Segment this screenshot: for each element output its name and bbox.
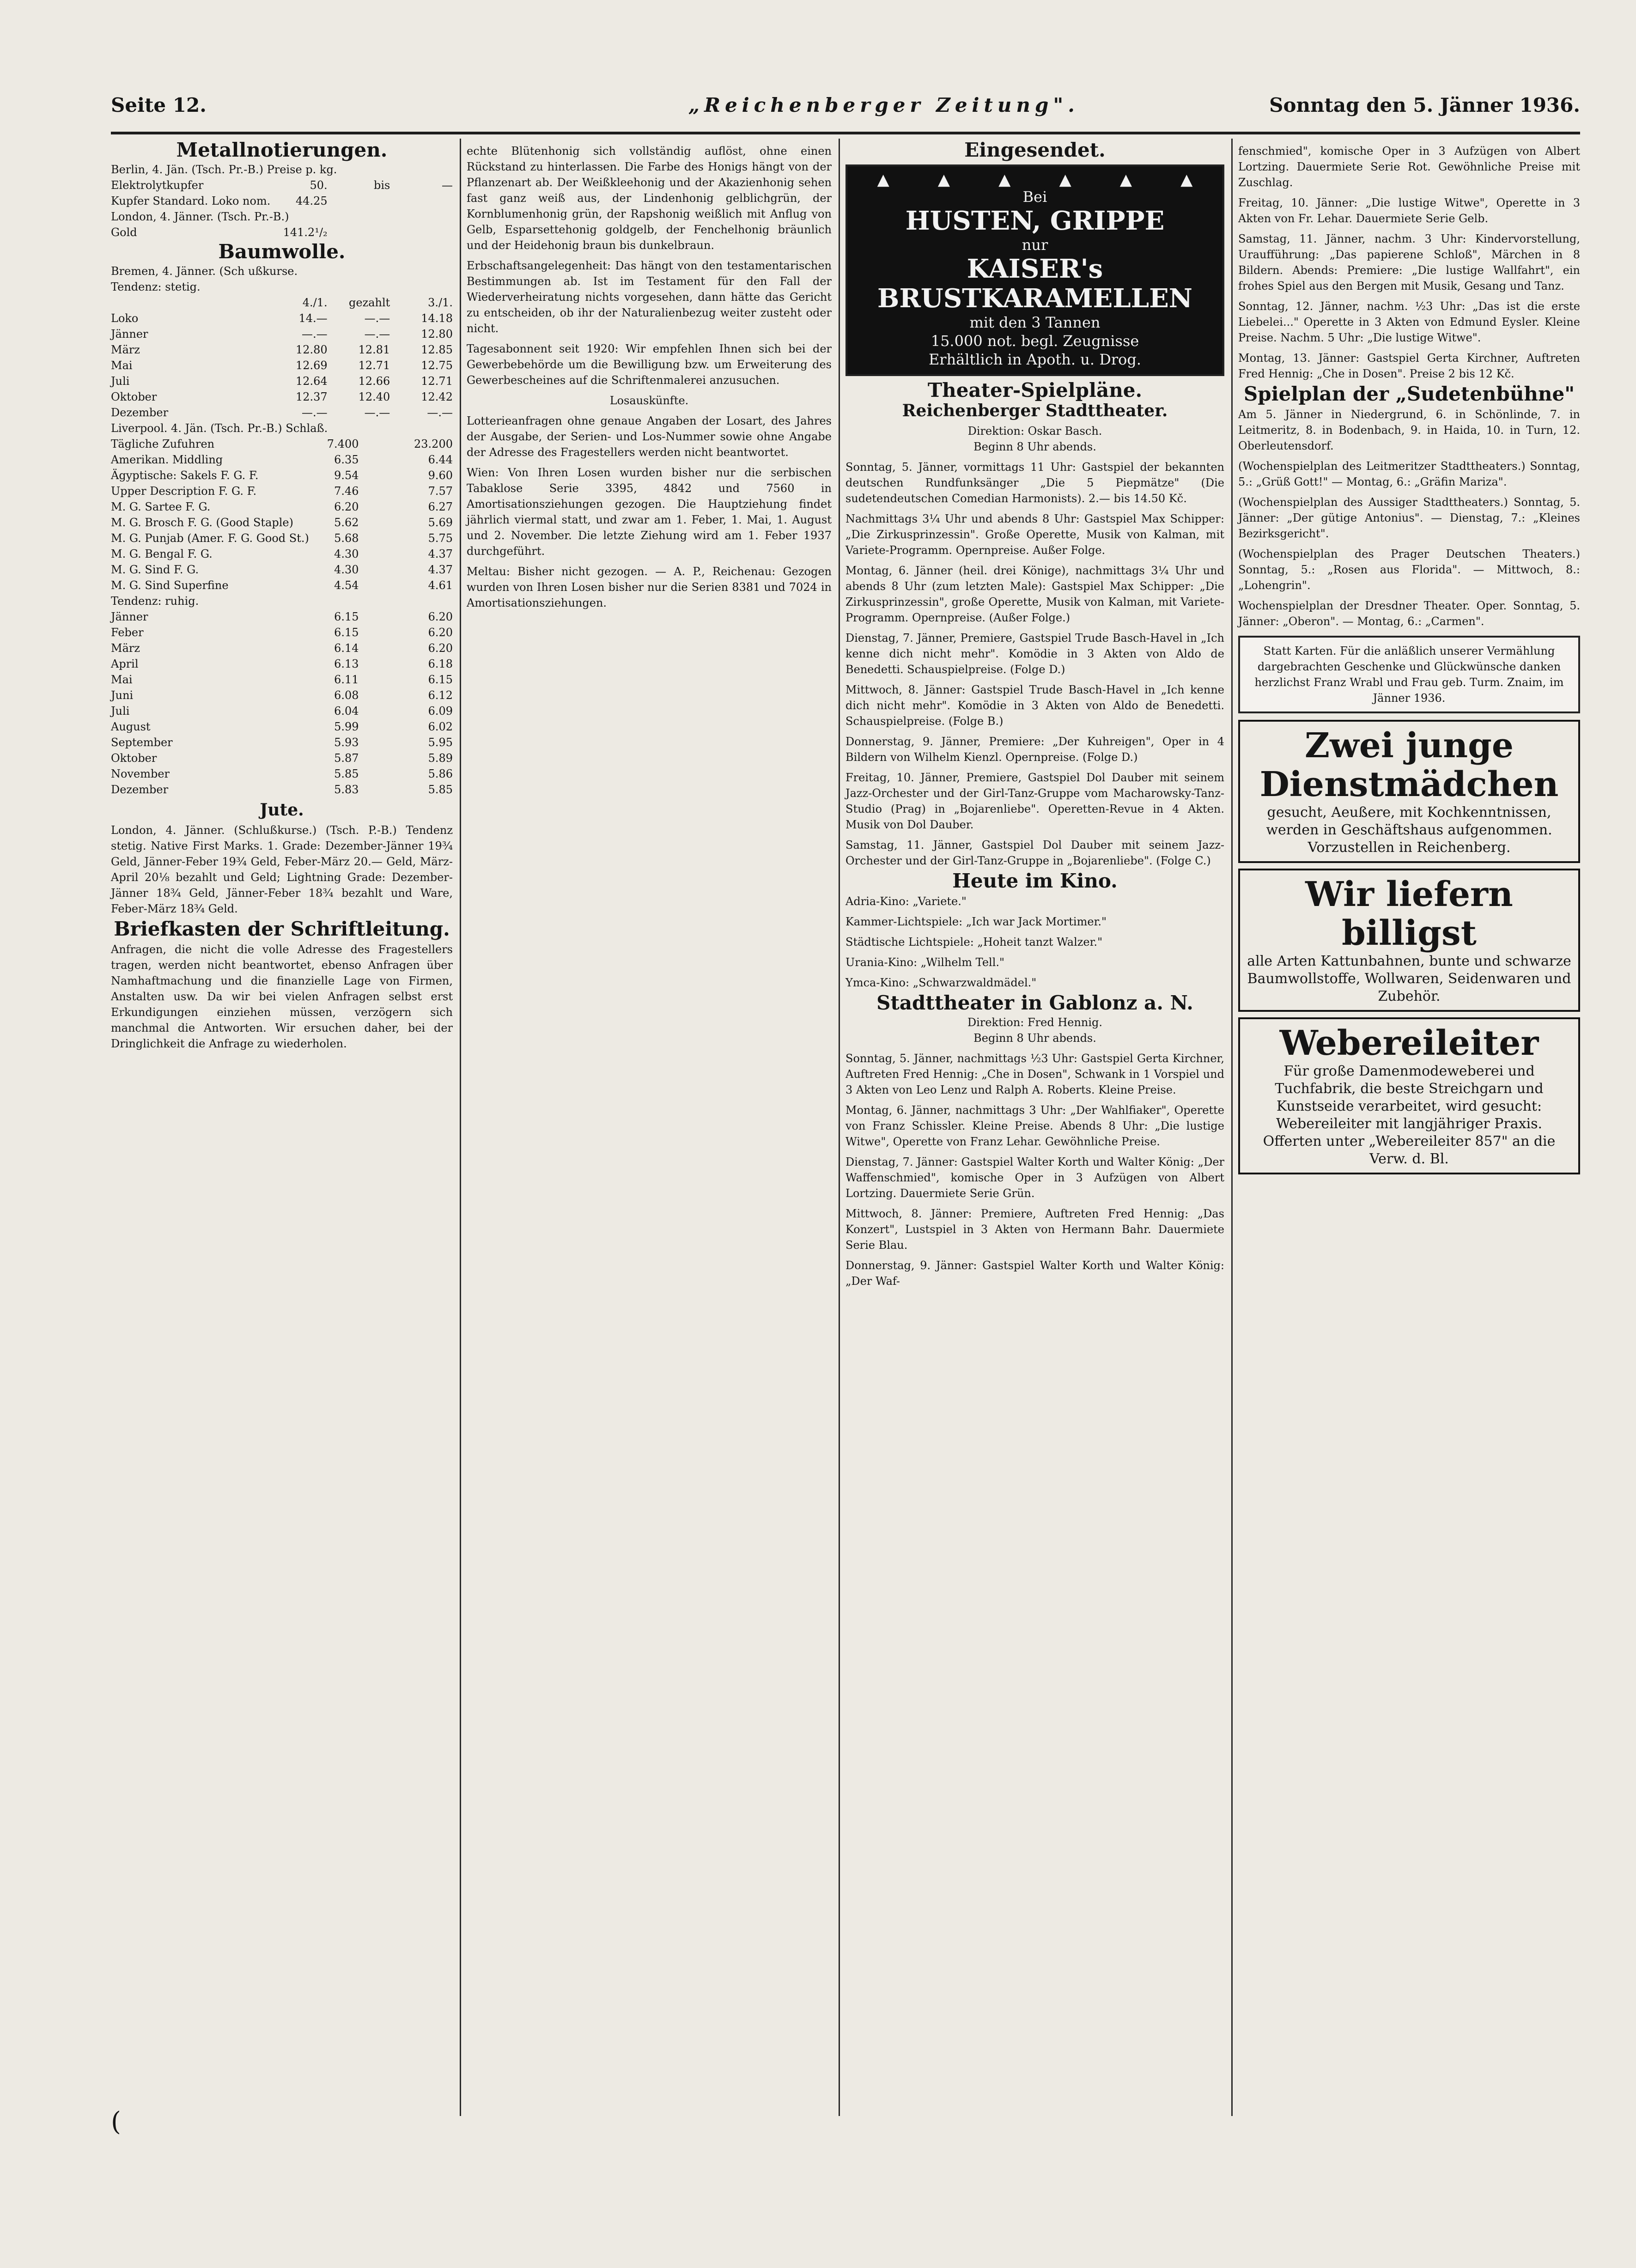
article-paragraph: Erbschaftsangelegenheit: Das hängt von den testamentarischen Bestimmungen ab. Ist im Testament für den Fall der Wiederverheiratung nichts vorgesehen, dann hätte das Gericht zu entscheiden, ob ihr der Naturalienbezug weiter zusteht oder nicht.: [467, 259, 832, 335]
article-paragraph: Lotterieanfragen ohne genaue Angaben der Losart, des Jahres der Ausgabe, der Serien- und Los-Nummer sowie ohne Angabe der Adresse des Fragestellers werden nicht beantwortet.: [467, 414, 832, 459]
cinema-entry: Ymca-Kino: „Schwarzwaldmädel.": [845, 976, 1037, 989]
quote-value: 6.08: [334, 689, 359, 702]
quote-label: Ägyptische: Sakels F. G. F.: [111, 469, 259, 482]
quote-value: 5.75: [428, 532, 453, 545]
bremen-heading: Bremen, 4. Jänner. (Sch ußkurse.: [111, 265, 298, 278]
article-paragraph: Meltau: Bisher nicht gezogen. — A. P., Reichenau: Gezogen wurden von Ihren Losen bisher nur die Serien 8381 und 7024 in Amortisationsziehungen.: [467, 565, 832, 609]
gablonz-direction: Direktion: Fred Hennig.: [967, 1016, 1103, 1029]
schedule-entry: fenschmied", komische Oper in 3 Aufzügen von Albert Lortzing. Dauermiete Serie Rot. Gewöhnliche Preise mit Zuschlag.: [1238, 145, 1580, 189]
gablonz-schedule: [845, 1051, 1224, 1289]
quote-label: [111, 295, 265, 310]
ad-line: 15.000 not. begl. Zeugnisse: [931, 332, 1139, 350]
letterbox-title: Briefkasten der Schriftleitung.: [114, 918, 450, 940]
quote-value: 6.11: [334, 673, 359, 686]
quote-value: 6.12: [428, 689, 453, 702]
liverpool-row: [111, 562, 453, 578]
schedule-entry: Montag, 6. Jänner (heil. drei Könige), nachmittags 3¼ Uhr und abends 8 Uhr (zum letzten Male): Gastspiel Max Schipper: „Die Zirkusprinzessin", große Operette, Musik von Kalman, mit Variete-Programm. Opernpreise. (Außer Folge.): [845, 564, 1224, 624]
cotton-row: [111, 358, 453, 373]
ad-title: Webereileiter: [1279, 1023, 1539, 1063]
ad-line: Erhältlich in Apoth. u. Drog.: [928, 351, 1142, 368]
gablonz-title: Stadttheater in Gablonz a. N.: [876, 991, 1193, 1014]
tendency-text: Tendenz: stetig.: [111, 280, 201, 293]
cinema-title: Heute im Kino.: [952, 870, 1118, 892]
quote-label: März: [111, 343, 140, 356]
quote-value: 5.95: [428, 736, 453, 749]
schedule-entry: Dienstag, 7. Jänner, Premiere, Gastspiel Trude Basch-Havel in „Ich kenne dich nicht mehr". Komödie in 3 Akten von Aldo de Benedetti. Schauspielpreise. (Folge D.): [845, 632, 1224, 676]
ad-line: KAISER's BRUSTKARAMELLEN: [877, 254, 1192, 314]
quote-value: bis: [373, 179, 390, 192]
quote-value: 12.81: [358, 343, 390, 356]
quote-value: [391, 225, 453, 240]
quote-value: 5.62: [334, 516, 359, 529]
schedule-entry: Donnerstag, 9. Jänner, Premiere: „Der Kuhreigen", Oper in 4 Bildern von Wilhelm Kienzl. Opernpreise. (Folge D.): [845, 735, 1224, 764]
quote-value: 4./1.: [302, 296, 328, 309]
quote-value: 5.68: [334, 532, 359, 545]
issue-date: Sonntag den 5. Jänner 1936.: [1269, 94, 1580, 116]
quote-value: 5.89: [428, 752, 453, 765]
monthly-row: [111, 766, 453, 782]
quote-label: Mai: [111, 673, 133, 686]
column-theatre: [845, 139, 1224, 2116]
schedule-entry: Montag, 13. Jänner: Gastspiel Gerta Kirchner, Auftreten Fred Hennig: „Che in Dosen". Preise 2 bis 12 Kč.: [1238, 352, 1580, 380]
quote-value: 6.09: [428, 705, 453, 717]
quote-label: November: [111, 767, 170, 780]
thanks-notice: Statt Karten. Für die anläßlich unserer Vermählung dargebrachten Geschenke und Glückwünsche danken herzlichst Franz Wrabl und Frau geb. Turm. Znaim, im Jänner 1936.: [1238, 636, 1580, 713]
quote-value: 6.13: [334, 657, 359, 670]
quote-value: 6.15: [428, 673, 453, 686]
article-paragraph: Tagesabonnent seit 1920: Wir empfehlen Ihnen sich bei der Gewerbebehörde um die Bewilligung bzw. um Erweiterung des Gewerbescheines auf die Schriftenmalerei anzusuchen.: [467, 342, 832, 387]
quote-label: Upper Description F. G. F.: [111, 485, 257, 498]
schedule-entry: Nachmittags 3¼ Uhr und abends 8 Uhr: Gastspiel Max Schipper: „Die Zirkusprinzessin". Große Operette, Musik von Kalman, mit Variete-Programm. Opernpreise. Außer Folge.: [845, 512, 1224, 557]
quote-label: London, 4. Jänner. (Tsch. Pr.-B.): [111, 210, 289, 223]
cinema-entry: Urania-Kino: „Wilhelm Tell.": [845, 956, 1005, 969]
sudeten-title: Spielplan der „Sudetenbühne": [1243, 383, 1575, 405]
jute-title: Jute.: [260, 800, 304, 820]
quote-value: [328, 209, 390, 225]
quote-value: 6.04: [334, 705, 359, 717]
quote-value: [391, 209, 453, 225]
liverpool-row: [111, 436, 453, 452]
jute-text: London, 4. Jänner. (Schlußkurse.) (Tsch. P.-B.) Tendenz stetig. Native First Marks. 1. Grade: Dezember-Jänner 19¾ Geld, Jänner-Feber 19¾ Geld, Feber-März 20.— Geld, März-April 20⅛ bezahlt und Geld; Lightning Grade: Dezember-Jänner 18¾ Geld, Jänner-Feber 18¾ bezahlt und Ware, Feber-März 18¾ Geld.: [111, 824, 453, 915]
theatre-begin: Beginn 8 Uhr abends.: [973, 440, 1096, 453]
liverpool-row: [111, 499, 453, 515]
monthly-row: [111, 719, 453, 735]
quote-value: 6.27: [428, 500, 453, 513]
metal-quote-row: [111, 225, 453, 240]
quote-value: 5.85: [334, 767, 359, 780]
column-divider: [460, 139, 461, 2116]
quote-value: —: [441, 179, 453, 192]
cotton-row: [111, 310, 453, 326]
cinema-entry: Städtische Lichtspiele: „Hoheit tanzt Walzer.": [845, 936, 1103, 949]
cotton-row: [111, 326, 453, 342]
header-rule: [111, 132, 1580, 134]
newspaper-title: „Reichenberger Zeitung".: [688, 94, 1079, 116]
sudeten-text: Am 5. Jänner in Niedergrund, 6. in Schönlinde, 7. in Leitmeritz, 8. in Bodenbach, 9. in Haida, 10. in Turn, 12. Oberleutensdorf.: [1238, 408, 1580, 452]
column-ads-schedules: [1238, 139, 1580, 2116]
quote-label: Oktober: [111, 752, 157, 765]
cotton-title: Baumwolle.: [218, 240, 346, 263]
quote-value: 12.71: [421, 375, 453, 388]
ad-line: nur: [1022, 236, 1048, 254]
quote-value: 5.83: [334, 783, 359, 796]
quote-label: April: [111, 657, 139, 670]
schedule-entry: Dienstag, 7. Jänner: Gastspiel Walter Korth und Walter König: „Der Waffenschmied", komische Oper in 3 Aufzügen von Albert Lortzing. Dauermiete Serie Grün.: [845, 1155, 1224, 1200]
quote-value: 9.60: [428, 469, 453, 482]
quote-value: 12.80: [295, 343, 328, 356]
quote-label: August: [111, 720, 151, 733]
cheap-goods-advertisement: [1238, 869, 1580, 1012]
quote-label: Loko: [111, 312, 139, 325]
ad-text: alle Arten Kattunbahnen, bunte und schwarze Baumwollstoffe, Wollwaren, Seidenwaren und Zubehör.: [1247, 953, 1571, 1004]
quote-value: 5.69: [428, 516, 453, 529]
quote-value: 12.37: [295, 390, 328, 403]
monthly-row: [111, 672, 453, 687]
column-divider: [839, 139, 840, 2116]
monthly-table: [111, 609, 453, 797]
quote-value: 50.: [310, 179, 328, 192]
monthly-row: [111, 640, 453, 656]
column-divider: [1231, 139, 1233, 2116]
quote-label: Elektrolytkupfer: [111, 179, 204, 192]
quote-value: 5.87: [334, 752, 359, 765]
quote-label: M. G. Bengal F. G.: [111, 547, 213, 560]
liverpool-row: [111, 452, 453, 468]
cough-drops-advertisement: [845, 164, 1224, 376]
quote-value: 14.—: [298, 312, 328, 325]
ad-line: mit den 3 Tannen: [969, 314, 1101, 331]
quote-value: [328, 193, 390, 209]
quote-value: 7.400: [327, 438, 359, 450]
quote-value: —.—: [427, 406, 453, 419]
liverpool-row: [111, 483, 453, 499]
quote-label: Gold: [111, 226, 137, 239]
quote-label: Dezember: [111, 406, 169, 419]
ad-text: Für große Damenmodeweberei und Tuchfabrik, die beste Streichgarn und Kunstseide verarbeitet, wird gesucht: Webereileiter mit langjähriger Praxis. Offerten unter „Webereileiter 857" an die Verw. d. Bl.: [1263, 1063, 1556, 1167]
quote-value: 4.37: [428, 547, 453, 560]
quote-value: 6.18: [428, 657, 453, 670]
liverpool-table: [111, 436, 453, 593]
lottery-subtitle: Losauskünfte.: [609, 394, 689, 407]
quote-label: Amerikan. Middling: [111, 453, 223, 466]
quote-label: M. G. Brosch F. G. (Good Staple): [111, 516, 293, 529]
quote-label: M. G. Sind Superfine: [111, 579, 229, 592]
quote-label: Dezember: [111, 783, 169, 796]
quote-value: 6.20: [428, 626, 453, 639]
quote-value: —.—: [302, 406, 328, 419]
quote-value: [328, 225, 390, 240]
quote-value: 12.69: [295, 359, 328, 372]
monthly-row: [111, 735, 453, 750]
quote-label: Juli: [111, 375, 130, 388]
monthly-row: [111, 782, 453, 797]
ad-title: Wir liefern billigst: [1305, 875, 1513, 953]
cotton-row: [111, 342, 453, 358]
cotton-row: [111, 389, 453, 405]
metal-quotes-list: [111, 177, 453, 240]
monthly-row: [111, 609, 453, 625]
monthly-row: [111, 687, 453, 703]
theatre-schedule: [845, 459, 1224, 869]
metal-quote-row: [111, 209, 453, 225]
quote-value: —.—: [364, 328, 390, 341]
quote-value: gezahlt: [349, 296, 390, 309]
article-paragraph: echte Blütenhonig sich vollständig auflöst, ohne einen Rückstand zu hinterlassen. Die Farbe des Honigs hängt von der Pflanzenart ab. Der Weißkleehonig und der Akazienhonig sehen fast ganz weiß aus, der Lindenhonig gelblichgrün, der Kornblumenhonig grün, der Rapshonig weißlich mit Anflug von Gelb, Esparsettehonig goldgelb, der Fenchelhonig bräunlich und der Heidehonig braun bis dunkelbraun.: [467, 145, 832, 252]
quote-value: 6.15: [334, 626, 359, 639]
quote-label: Jänner: [111, 328, 148, 341]
quote-value: 12.75: [421, 359, 453, 372]
page-header: [111, 90, 1580, 132]
quote-value: 6.14: [334, 642, 359, 655]
theatre-title: Theater-Spielpläne.: [927, 379, 1143, 401]
schedule-entry: Sonntag, 5. Jänner, vormittags 11 Uhr: Gastspiel der bekannten deutschen Rundfunksänger „Die 5 Piepmätze" (Die sudetendeutschen Comedian Harmonists). 2.— bis 14.50 Kč.: [845, 461, 1224, 505]
quote-value: 6.20: [334, 500, 359, 513]
quote-value: 7.57: [428, 485, 453, 498]
liverpool-row: [111, 546, 453, 562]
cotton-row: [111, 373, 453, 389]
quote-value: 5.93: [334, 736, 359, 749]
metal-quote-row: [111, 193, 453, 209]
schedule-continuation: [1238, 143, 1580, 382]
quote-label: März: [111, 642, 140, 655]
quote-value: 9.54: [334, 469, 359, 482]
quote-label: Kupfer Standard. Loko nom.: [111, 195, 271, 207]
quote-value: 3./1.: [428, 296, 453, 309]
liverpool-heading: Liverpool. 4. Jän. (Tsch. Pr.-B.) Schlaß.: [111, 422, 328, 435]
quote-value: 12.40: [358, 390, 390, 403]
regional-schedule-block: (Wochenspielplan des Aussiger Stadttheaters.) Sonntag, 5. Jänner: „Der gütige Antonius". — Dienstag, 7.: „Kleines Bezirksgericht".: [1238, 496, 1580, 540]
quote-value: 44.25: [295, 195, 328, 207]
quote-value: 12.80: [421, 328, 453, 341]
quote-label: Mai: [111, 359, 133, 372]
cotton-header-row: [111, 295, 453, 310]
quote-value: 141.2¹/₂: [283, 226, 328, 239]
theatre-subtitle: Reichenberger Stadttheater.: [902, 401, 1168, 420]
quote-label: Feber: [111, 626, 144, 639]
article-paragraph: Wien: Von Ihren Losen wurden bisher nur die serbischen Tabaklose Serie 3395, 4842 und 7560 in Amortisationsziehungen gezogen. Die Hauptziehung findet jährlich viermal statt, und zwar am 1. Feber, 1. Mai, 1. August und 2. November. Die letzte Ziehung wird am 1. Feber 1937 durchgeführt.: [467, 466, 832, 558]
quote-value: 12.66: [358, 375, 390, 388]
ad-line: Bei: [1022, 188, 1047, 206]
schedule-entry: Samstag, 11. Jänner, nachm. 3 Uhr: Kindervorstellung, Uraufführung: „Das papierene Schloß", Märchen in 8 Bildern. Abends: Premiere: „Die lustige Wallfahrt", ein frohes Spiel aus den Bergen mit Musik, Gesang und Tanz.: [1238, 232, 1580, 292]
quote-value: 12.42: [421, 390, 453, 403]
maids-advertisement: [1238, 720, 1580, 863]
metal-quotes-title: Metallnotierungen.: [176, 139, 388, 161]
quote-label: Juli: [111, 705, 130, 717]
letterbox-text: Anfragen, die nicht die volle Adresse des Fragestellers tragen, werden nicht beantwortet, ebenso Anfragen über Namhaftmachung und die finanzielle Lage von Firmen, Anstalten usw. Da wir bei vielen Anfragen selbst erst Erkundigungen einziehen müssen, verzögern sich manchmal die Antworten. Wir ersuchen daher, bei der Dringlichkeit die Anfrage zu wiederholen.: [111, 943, 453, 1050]
quote-value: 4.37: [428, 563, 453, 576]
quote-value: 4.61: [428, 579, 453, 592]
monthly-row: [111, 656, 453, 672]
cotton-row: [111, 405, 453, 420]
schedule-entry: Freitag, 10. Jänner: „Die lustige Witwe", Operette in 3 Akten von Fr. Lehar. Dauermiete Serie Gelb.: [1238, 196, 1580, 225]
quote-value: 5.99: [334, 720, 359, 733]
regional-schedule-block: (Wochenspielplan des Prager Deutschen Theaters.) Sonntag, 5.: „Rosen aus Florida". — Mittwoch, 8.: „Lohengrin".: [1238, 547, 1580, 592]
schedule-entry: Donnerstag, 9. Jänner: Gastspiel Walter Korth und Walter König: „Der Waf-: [845, 1259, 1224, 1288]
quote-value: 7.46: [334, 485, 359, 498]
cinema-entry: Adria-Kino: „Variete.": [845, 895, 967, 908]
column-letterbox-answers: [467, 139, 832, 2116]
page-footer-mark: (: [111, 2107, 121, 2137]
quote-value: [266, 209, 327, 225]
quote-label: Oktober: [111, 390, 157, 403]
column-market-reports: [111, 139, 453, 2116]
liverpool-row: [111, 578, 453, 593]
schedule-entry: Montag, 6. Jänner, nachmittags 3 Uhr: „Der Wahlfiaker", Operette von Franz Schissler. Kleine Preise. Abends 8 Uhr: „Die lustige Witwe", Operette von Franz Lehar. Gewöhnliche Preise.: [845, 1104, 1224, 1148]
quote-value: 6.44: [428, 453, 453, 466]
monthly-row: [111, 625, 453, 640]
regional-schedules: [1238, 458, 1580, 629]
quote-value: —.—: [364, 406, 390, 419]
schedule-entry: Sonntag, 12. Jänner, nachm. ½3 Uhr: „Das ist die erste Liebelei..." Operette in 3 Akten von Edmund Eysler. Kleine Preise. Nachm. 5 Uhr: „Die lustige Witwe".: [1238, 300, 1580, 344]
quote-label: M. G. Punjab (Amer. F. G. Good St.): [111, 532, 309, 545]
quote-value: —.—: [364, 312, 390, 325]
berlin-quote-heading: Berlin, 4. Jän. (Tsch. Pr.-B.) Preise p. kg.: [111, 163, 337, 176]
ad-text: gesucht, Aeußere, mit Kochkenntnissen, werden in Geschäftshaus aufgenommen. Vorzustellen in Reichenberg.: [1266, 804, 1552, 856]
quote-value: 6.02: [428, 720, 453, 733]
quote-value: 23.200: [414, 438, 453, 450]
quote-value: —.—: [302, 328, 328, 341]
theatre-direction: Direktion: Oskar Basch.: [967, 425, 1102, 438]
quote-value: 5.86: [428, 767, 453, 780]
monthly-row: [111, 750, 453, 766]
schedule-entry: Mittwoch, 8. Jänner: Premiere, Auftreten Fred Hennig: „Das Konzert", Lustspiel in 3 Akten von Hermann Bahr. Dauermiete Serie Blau.: [845, 1207, 1224, 1252]
schedule-entry: Samstag, 11. Jänner, Gastspiel Dol Dauber mit seinem Jazz-Orchester und der Girl-Tanz-Gruppe in „Bojarenliebe". (Folge C.): [845, 839, 1224, 867]
liverpool-row: [111, 530, 453, 546]
quote-label: Juni: [111, 689, 134, 702]
quote-label: M. G. Sartee F. G.: [111, 500, 211, 513]
quote-label: Jänner: [111, 610, 148, 623]
fir-tree-icon-row: ▲ ▲ ▲ ▲ ▲ ▲: [877, 170, 1193, 189]
quote-value: 6.15: [334, 610, 359, 623]
quote-value: 4.30: [334, 563, 359, 576]
quote-value: 5.85: [428, 783, 453, 796]
gablonz-begin: Beginn 8 Uhr abends.: [973, 1032, 1096, 1045]
tendency-text-2: Tendenz: ruhig.: [111, 595, 199, 608]
quote-value: [391, 193, 453, 209]
monthly-row: [111, 703, 453, 719]
quote-value: 14.18: [421, 312, 453, 325]
quote-value: 6.20: [428, 642, 453, 655]
metal-quote-row: [111, 177, 453, 193]
page-number: Seite 12.: [111, 94, 207, 116]
quote-label: September: [111, 736, 173, 749]
regional-schedule-block: (Wochenspielplan des Leitmeritzer Stadttheaters.) Sonntag, 5.: „Grüß Gott!" — Montag, 6.: „Gräfin Mariza".: [1238, 460, 1580, 488]
liverpool-row: [111, 468, 453, 483]
cinema-entry: Kammer-Lichtspiele: „Ich war Jack Mortimer.": [845, 915, 1107, 928]
eingesendet-title: Eingesendet.: [964, 139, 1106, 161]
weaving-manager-advertisement: [1238, 1017, 1580, 1174]
quote-value: 12.85: [421, 343, 453, 356]
schedule-entry: Sonntag, 5. Jänner, nachmittags ½3 Uhr: Gastspiel Gerta Kirchner, Auftreten Fred Hennig: „Che in Dosen", Schwank in 1 Vorspiel und 3 Akten von Leo Lenz und Ralph A. Roberts. Kleine Preise.: [845, 1052, 1224, 1096]
quote-value: 12.71: [358, 359, 390, 372]
quote-value: 6.35: [334, 453, 359, 466]
cotton-table: [111, 295, 453, 420]
quote-value: 4.30: [334, 547, 359, 560]
quote-label: M. G. Sind F. G.: [111, 563, 199, 576]
cinema-list: [845, 894, 1224, 991]
regional-schedule-block: Wochenspielplan der Dresdner Theater. Oper. Sonntag, 5. Jänner: „Oberon". — Montag, 6.: „Carmen".: [1238, 599, 1580, 628]
liverpool-row: [111, 515, 453, 530]
ad-title: Zwei junge Dienstmädchen: [1259, 726, 1559, 804]
quote-value: 4.54: [334, 579, 359, 592]
quote-value: 6.20: [428, 610, 453, 623]
schedule-entry: Mittwoch, 8. Jänner: Gastspiel Trude Basch-Havel in „Ich kenne dich nicht mehr". Komödie in 3 Akten von Aldo de Benedetti. Schauspielpreise. (Folge B.): [845, 683, 1224, 728]
quote-label: Tägliche Zufuhren: [111, 438, 215, 450]
schedule-entry: Freitag, 10. Jänner, Premiere, Gastspiel Dol Dauber mit seinem Jazz-Orchester und der Girl-Tanz-Gruppe vom Macharowsky-Tanz-Studio (Prag) in „Bojarenliebe". Operetten-Revue in 4 Akten. Musik von Dol Dauber.: [845, 771, 1224, 831]
quote-value: 12.64: [295, 375, 328, 388]
ad-line: HUSTEN, GRIPPE: [905, 206, 1165, 236]
